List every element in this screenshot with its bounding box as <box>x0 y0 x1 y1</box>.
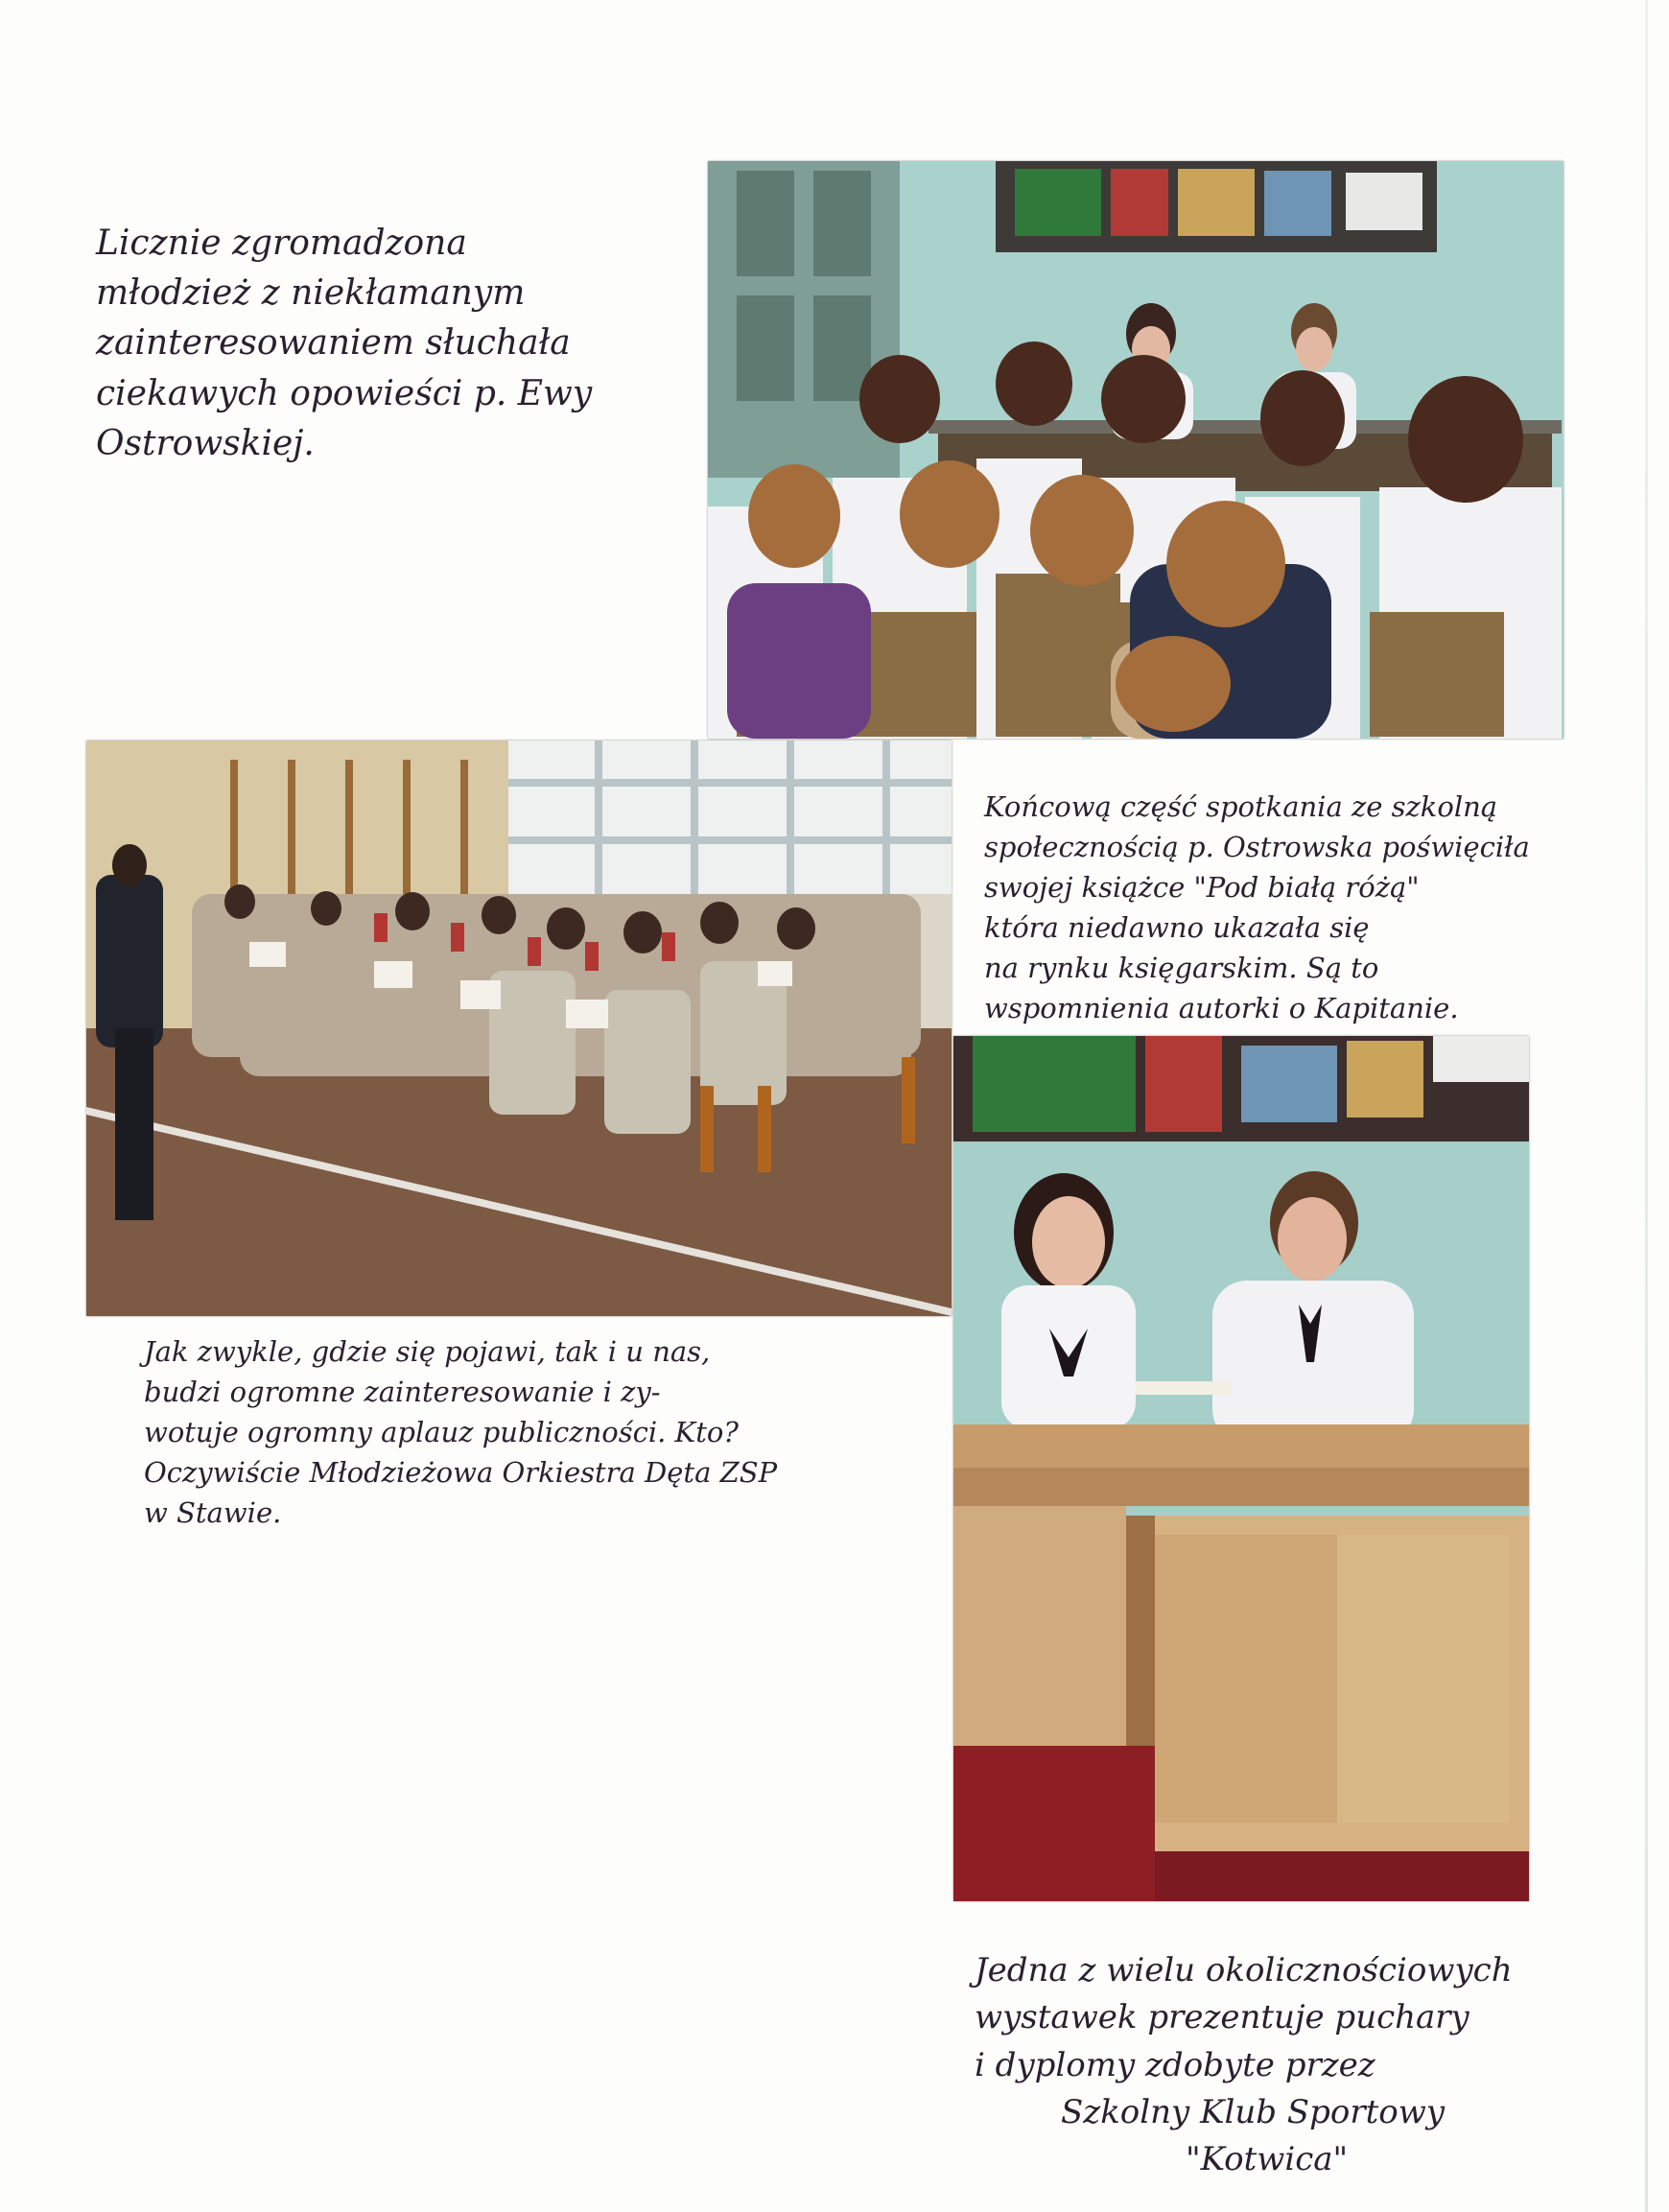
caption-line: swojej książce "Pod białą różą" <box>984 871 1420 905</box>
caption-line: wystawek prezentuje puchary <box>975 1998 1469 2037</box>
caption-line: wspomnienia autorki o Kapitanie. <box>984 992 1459 1025</box>
caption-line: Oczywiście Młodzieżowa Orkiestra Dęta ZSP <box>144 1456 778 1490</box>
caption-line: Szkolny Klub Sportowy <box>1061 2092 1446 2131</box>
caption-exhibition <box>975 1947 1513 2183</box>
caption-line: która niedawno ukazała się <box>984 911 1370 945</box>
caption-lecture <box>96 219 592 469</box>
caption-line: młodzież z niekłamanym <box>96 273 526 314</box>
caption-line: Licznie zgromadzona <box>96 224 467 263</box>
caption-book <box>984 787 1530 1028</box>
caption-line: Końcową część spotkania ze szkolną <box>984 790 1498 823</box>
photo-lecture-audience <box>708 161 1563 739</box>
caption-line: budzi ogromne zainteresowanie i zy- <box>144 1376 661 1409</box>
photo-speakers-desk <box>953 1036 1529 1901</box>
caption-orchestra <box>144 1331 777 1533</box>
caption-line: i dyplomy zdobyte przez <box>975 2045 1375 2084</box>
caption-line: w Stawie. <box>144 1496 282 1530</box>
page-edge <box>1645 0 1648 2212</box>
photo-orchestra <box>86 741 952 1316</box>
caption-line: Jak zwykle, gdzie się pojawi, tak i u nas, <box>144 1335 711 1368</box>
caption-line: ciekawych opowieści p. Ewy <box>96 373 593 413</box>
caption-line: zainteresowaniem słuchała <box>96 323 571 364</box>
caption-line: "Kotwica" <box>1186 2140 1349 2179</box>
caption-line: wotuje ogromny aplauz publiczności. Kto? <box>144 1416 739 1449</box>
caption-line: Ostrowskiej. <box>96 423 315 463</box>
caption-line: na rynku księgarskim. Są to <box>984 952 1379 985</box>
caption-line: społecznością p. Ostrowska poświęciła <box>984 831 1530 864</box>
caption-line: Jedna z wielu okolicznościowych <box>975 1951 1513 1989</box>
